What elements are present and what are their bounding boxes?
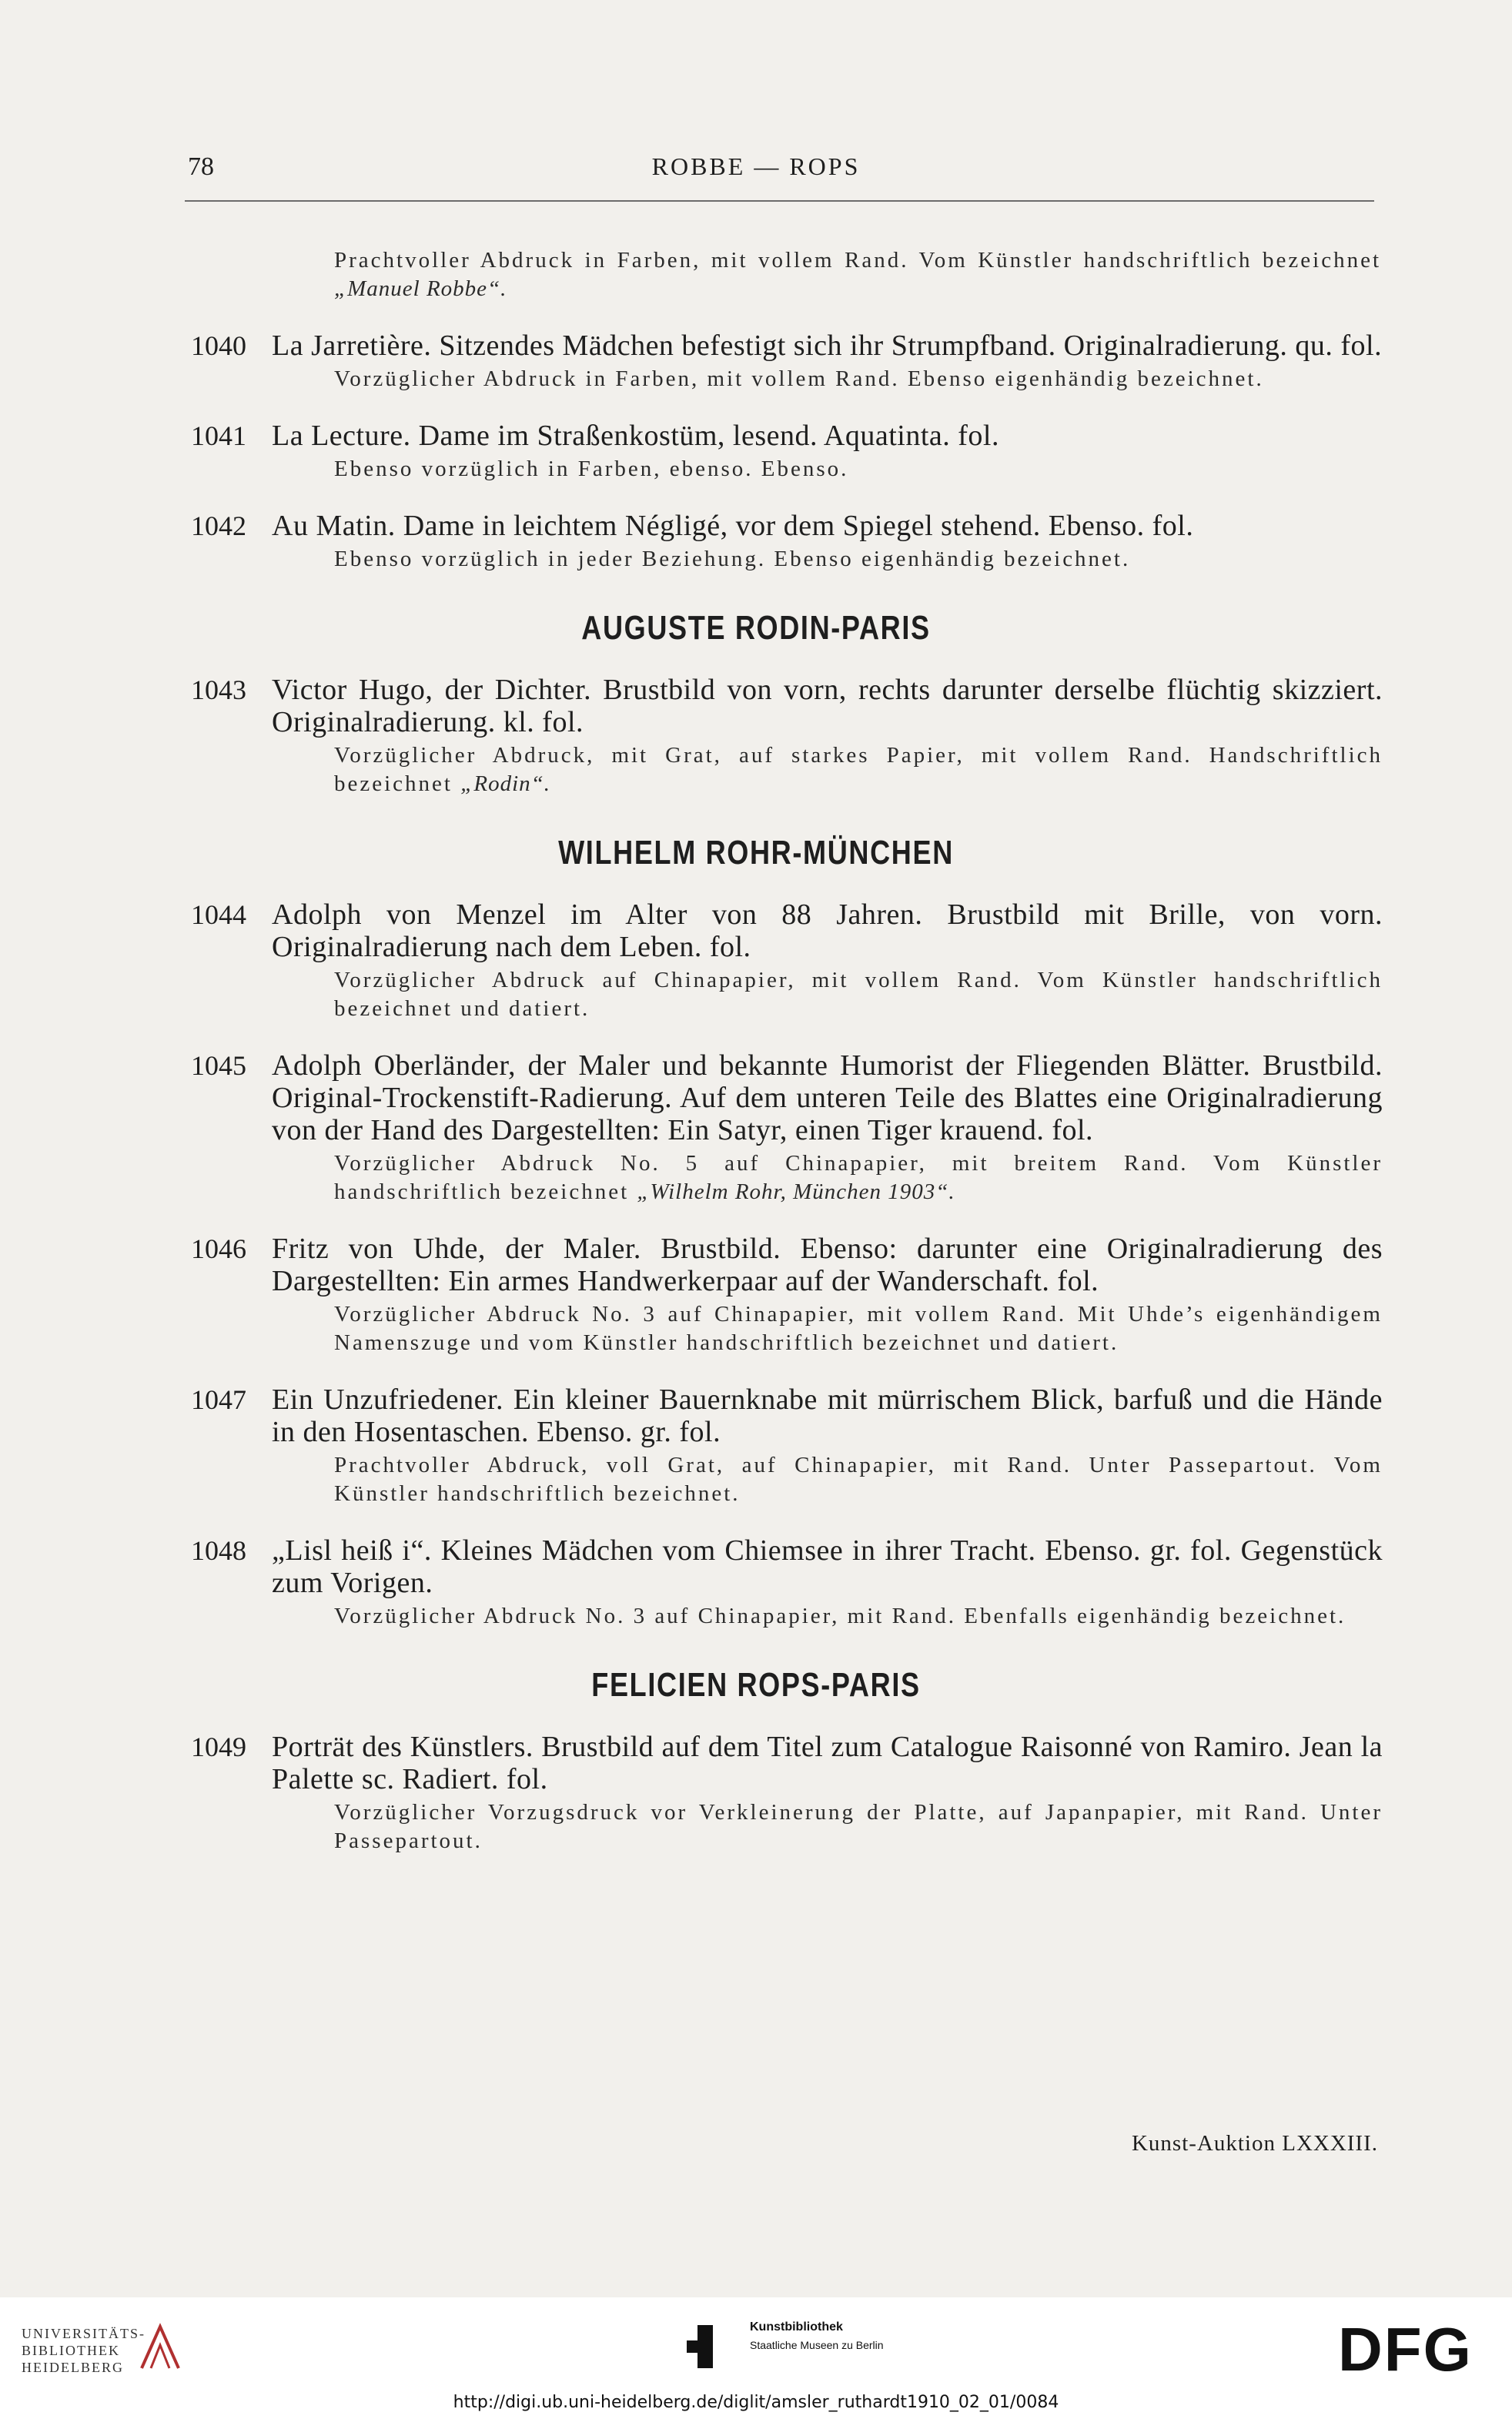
university-line: HEIDELBERG xyxy=(22,2360,124,2375)
entry-title: Porträt des Künstlers. Brustbild auf dem Titel zum Catalogue Raisonné von Ramiro. Jean la Palette sc. Radiert. fol. xyxy=(272,1731,1383,1795)
entry-note-text: Ebenso vorzüglich in Farben, ebenso. Ebenso. xyxy=(334,457,849,481)
auction-footer: Kunst-Auktion LXXXIII. xyxy=(1131,2131,1378,2156)
page-number: 78 xyxy=(188,152,214,181)
kunstbibliothek-emblem-icon xyxy=(687,2325,733,2368)
entry-note-text: Prachtvoller Abdruck, voll Grat, auf Chinapapier, mit Rand. Unter Passepartout. Vom Künstler handschriftlich bezeichnet. xyxy=(334,1453,1383,1506)
kunstbibliothek-subtitle: Staatliche Museen zu Berlin xyxy=(750,2339,884,2351)
entry-note-text: Vorzüglicher Abdruck, mit Grat, auf starkes Papier, mit vollem Rand. Handschriftlich bezeichnet xyxy=(334,743,1383,796)
entry-note xyxy=(334,1798,1383,1855)
entry-title: Adolph Oberländer, der Maler und bekannte Humorist der Fliegenden Blätter. Brustbild. Original-Trockenstift-Radierung. Auf dem unteren Teile des Blattes eine Originalradierung von der Hand des Dargestellten: Ein Satyr, einen Tiger krauend. fol. xyxy=(272,1049,1383,1146)
catalogue-entry xyxy=(191,1233,1383,1357)
entry-number: 1040 xyxy=(191,330,246,361)
section-heading-rops: FELICIEN ROPS-PARIS xyxy=(591,1666,921,1704)
entry-number: 1044 xyxy=(191,899,246,930)
dfg-logo[interactable]: DFG xyxy=(1338,2315,1473,2384)
continuation-note xyxy=(334,246,1381,303)
entry-title: Fritz von Uhde, der Maler. Brustbild. Ebenso: darunter eine Originalradierung des Dargestellten: Ein armes Handwerkerpaar auf der Wanderschaft. fol. xyxy=(272,1233,1383,1297)
entry-note-text: Vorzüglicher Abdruck No. 3 auf Chinapapier, mit Rand. Ebenfalls eigenhändig bezeichnet. xyxy=(334,1604,1346,1628)
page-header xyxy=(0,152,1512,199)
entry-number: 1048 xyxy=(191,1535,246,1566)
catalogue-entry xyxy=(191,1383,1383,1508)
entry-note xyxy=(334,1149,1383,1206)
entry-note xyxy=(334,545,1383,574)
university-library-logo[interactable] xyxy=(22,2325,146,2376)
entry-note xyxy=(334,1602,1383,1631)
entry-note-text: Vorzüglicher Abdruck No. 5 auf Chinapapier, mit breitem Rand. Vom Künstler handschriftlich bezeichnet xyxy=(334,1151,1383,1204)
entry-note xyxy=(334,455,1383,483)
catalogue-entry xyxy=(191,420,1383,483)
entry-number: 1046 xyxy=(191,1233,246,1264)
continuation-note-text: Prachtvoller Abdruck in Farben, mit vollem Rand. Vom Künstler handschriftlich bezeichnet xyxy=(334,248,1381,273)
entry-number: 1043 xyxy=(191,674,246,705)
running-title: ROBBE — ROPS xyxy=(651,152,861,180)
entry-note xyxy=(334,741,1383,798)
kunstbibliothek-title: Kunstbibliothek xyxy=(750,2320,843,2334)
entry-title: Victor Hugo, der Dichter. Brustbild von vorn, rechts darunter derselbe flüchtig skizziert. Originalradierung. kl. fol. xyxy=(272,674,1383,738)
entry-title: „Lisl heiß i“. Kleines Mädchen vom Chiemsee in ihrer Tracht. Ebenso. gr. fol. Gegenstück zum Vorigen. xyxy=(272,1534,1383,1599)
entry-title: Ein Unzufriedener. Ein kleiner Bauernknabe mit mürrischem Blick, barfuß und die Hände in den Hosentaschen. Ebenso. gr. fol. xyxy=(272,1383,1383,1448)
entry-number: 1041 xyxy=(191,420,246,451)
entry-note-text: Vorzüglicher Abdruck No. 3 auf Chinapapier, mit vollem Rand. Mit Uhde’s eigenhändigem Namenszuge und vom Künstler handschriftlich bezeichnet und datiert. xyxy=(334,1302,1383,1355)
catalogue-entry xyxy=(191,1731,1383,1855)
entry-number: 1042 xyxy=(191,510,246,541)
university-line: BIBLIOTHEK xyxy=(22,2343,120,2358)
entry-note xyxy=(334,365,1383,393)
section-heading-rodin: AUGUSTE RODIN-PARIS xyxy=(581,609,931,647)
entry-number: 1047 xyxy=(191,1384,246,1415)
digitization-bar xyxy=(0,2297,1512,2419)
entry-signature: „Wilhelm Rohr, München 1903“. xyxy=(637,1179,955,1204)
catalogue-entry xyxy=(191,898,1383,1023)
header-rule xyxy=(185,200,1374,202)
source-url[interactable]: http://digi.ub.uni-heidelberg.de/diglit/amsler_ruthardt1910_02_01/0084 xyxy=(453,2393,1059,2412)
entry-number: 1049 xyxy=(191,1731,246,1762)
entry-note-text: Vorzüglicher Abdruck auf Chinapapier, mit vollem Rand. Vom Künstler handschriftlich bezeichnet und datiert. xyxy=(334,968,1383,1021)
entry-number: 1045 xyxy=(191,1050,246,1081)
entry-note-text: Vorzüglicher Vorzugsdruck vor Verkleinerung der Platte, auf Japanpapier, mit Rand. Unter Passepartout. xyxy=(334,1800,1383,1853)
catalogue-content xyxy=(0,246,1512,1855)
university-emblem-icon xyxy=(137,2322,183,2373)
catalogue-entry xyxy=(191,674,1383,798)
entry-title: Adolph von Menzel im Alter von 88 Jahren. Brustbild mit Brille, von vorn. Originalradierung nach dem Leben. fol. xyxy=(272,898,1383,963)
entry-note xyxy=(334,966,1383,1023)
catalogue-entry xyxy=(191,510,1383,574)
catalogue-entry xyxy=(191,330,1383,393)
catalogue-entry xyxy=(191,1049,1383,1206)
section-heading-rohr: WILHELM ROHR-MÜNCHEN xyxy=(558,834,954,872)
entry-title: La Lecture. Dame im Straßenkostüm, lesend. Aquatinta. fol. xyxy=(272,420,999,452)
entry-note xyxy=(334,1300,1383,1357)
catalogue-entry xyxy=(191,1534,1383,1631)
entry-note xyxy=(334,1451,1383,1508)
entry-signature: „Rodin“. xyxy=(460,771,551,796)
entry-title: La Jarretière. Sitzendes Mädchen befestigt sich ihr Strumpfband. Originalradierung. qu. fol. xyxy=(272,330,1383,362)
entry-note-text: Ebenso vorzüglich in jeder Beziehung. Ebenso eigenhändig bezeichnet. xyxy=(334,547,1131,571)
entry-note-text: Vorzüglicher Abdruck in Farben, mit vollem Rand. Ebenso eigenhändig bezeichnet. xyxy=(334,366,1264,391)
entry-title: Au Matin. Dame in leichtem Négligé, vor dem Spiegel stehend. Ebenso. fol. xyxy=(272,510,1194,542)
university-line: UNIVERSITÄTS- xyxy=(22,2326,146,2341)
continuation-note-signature: „Manuel Robbe“. xyxy=(334,276,507,301)
